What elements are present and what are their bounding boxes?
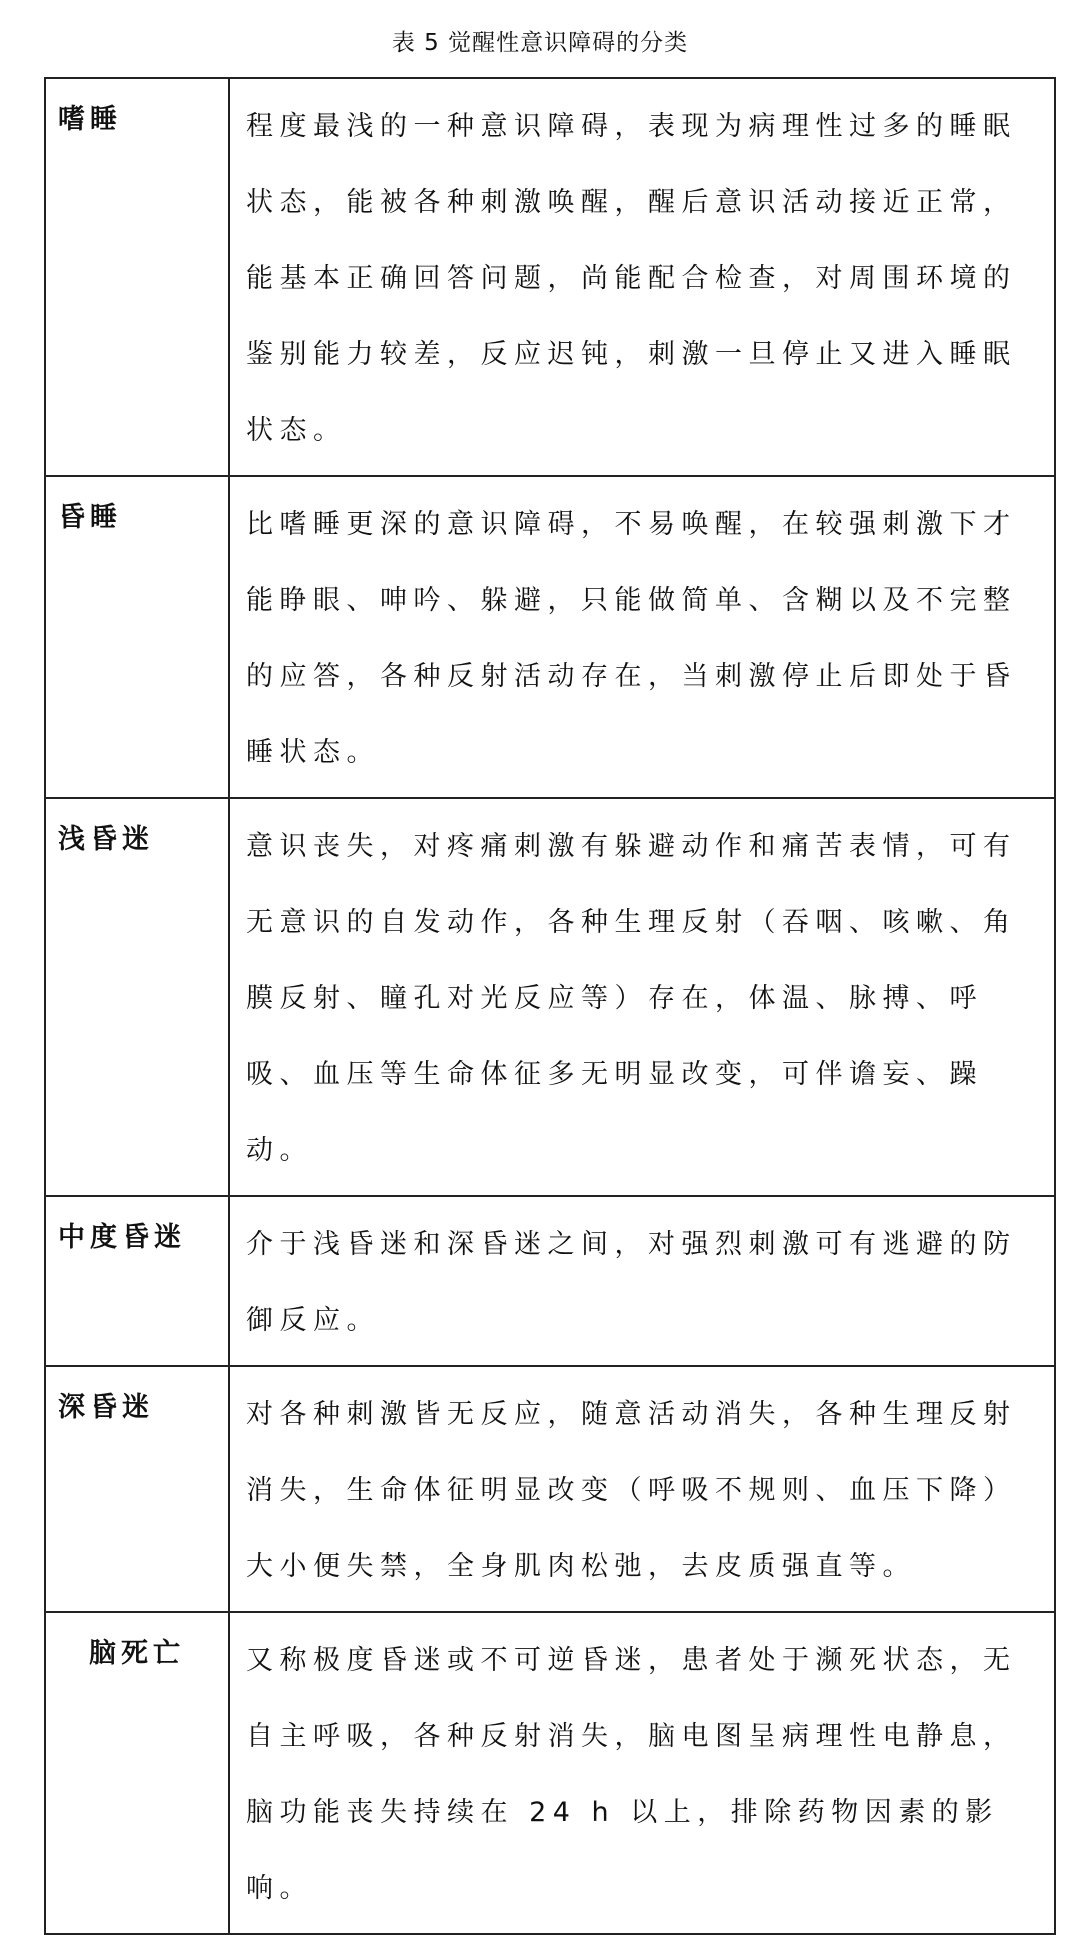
description-cell: 对各种刺激皆无反应，随意活动消失，各种生理反射消失，生命体征明显改变（呼吸不规则、血压下降）大小便失禁，全身肌肉松弛，去皮质强直等。 [229,1366,1055,1612]
term-cell: 昏睡 [45,476,229,798]
table-row [45,798,1055,1196]
table-row [45,1612,1055,1934]
table-caption: 表 5 觉醒性意识障碍的分类 [391,30,689,56]
term-cell: 脑死亡 [45,1612,229,1934]
consciousness-classification-table [44,77,1056,1935]
term-cell: 中度昏迷 [45,1196,229,1366]
table-row [45,78,1055,476]
term-cell: 嗜睡 [45,78,229,476]
table-row [45,1196,1055,1366]
description-cell: 程度最浅的一种意识障碍，表现为病理性过多的睡眠状态，能被各种刺激唤醒，醒后意识活动接近正常，能基本正确回答问题，尚能配合检查，对周围环境的鉴别能力较差，反应迟钝，刺激一旦停止又进入睡眠状态。 [229,78,1055,476]
term-cell: 浅昏迷 [45,798,229,1196]
table-row [45,476,1055,798]
table-row [45,1366,1055,1612]
description-cell: 意识丧失，对疼痛刺激有躲避动作和痛苦表情，可有无意识的自发动作，各种生理反射（吞咽、咳嗽、角膜反射、瞳孔对光反应等）存在，体温、脉搏、呼吸、血压等生命体征多无明显改变，可伴谵妄、躁动。 [229,798,1055,1196]
description-cell: 又称极度昏迷或不可逆昏迷，患者处于濒死状态，无自主呼吸，各种反射消失，脑电图呈病理性电静息，脑功能丧失持续在 24 h 以上，排除药物因素的影响。 [229,1612,1055,1934]
description-cell: 比嗜睡更深的意识障碍，不易唤醒，在较强刺激下才能睁眼、呻吟、躲避，只能做简单、含糊以及不完整的应答，各种反射活动存在，当刺激停止后即处于昏睡状态。 [229,476,1055,798]
description-cell: 介于浅昏迷和深昏迷之间，对强烈刺激可有逃避的防御反应。 [229,1196,1055,1366]
term-cell: 深昏迷 [45,1366,229,1612]
